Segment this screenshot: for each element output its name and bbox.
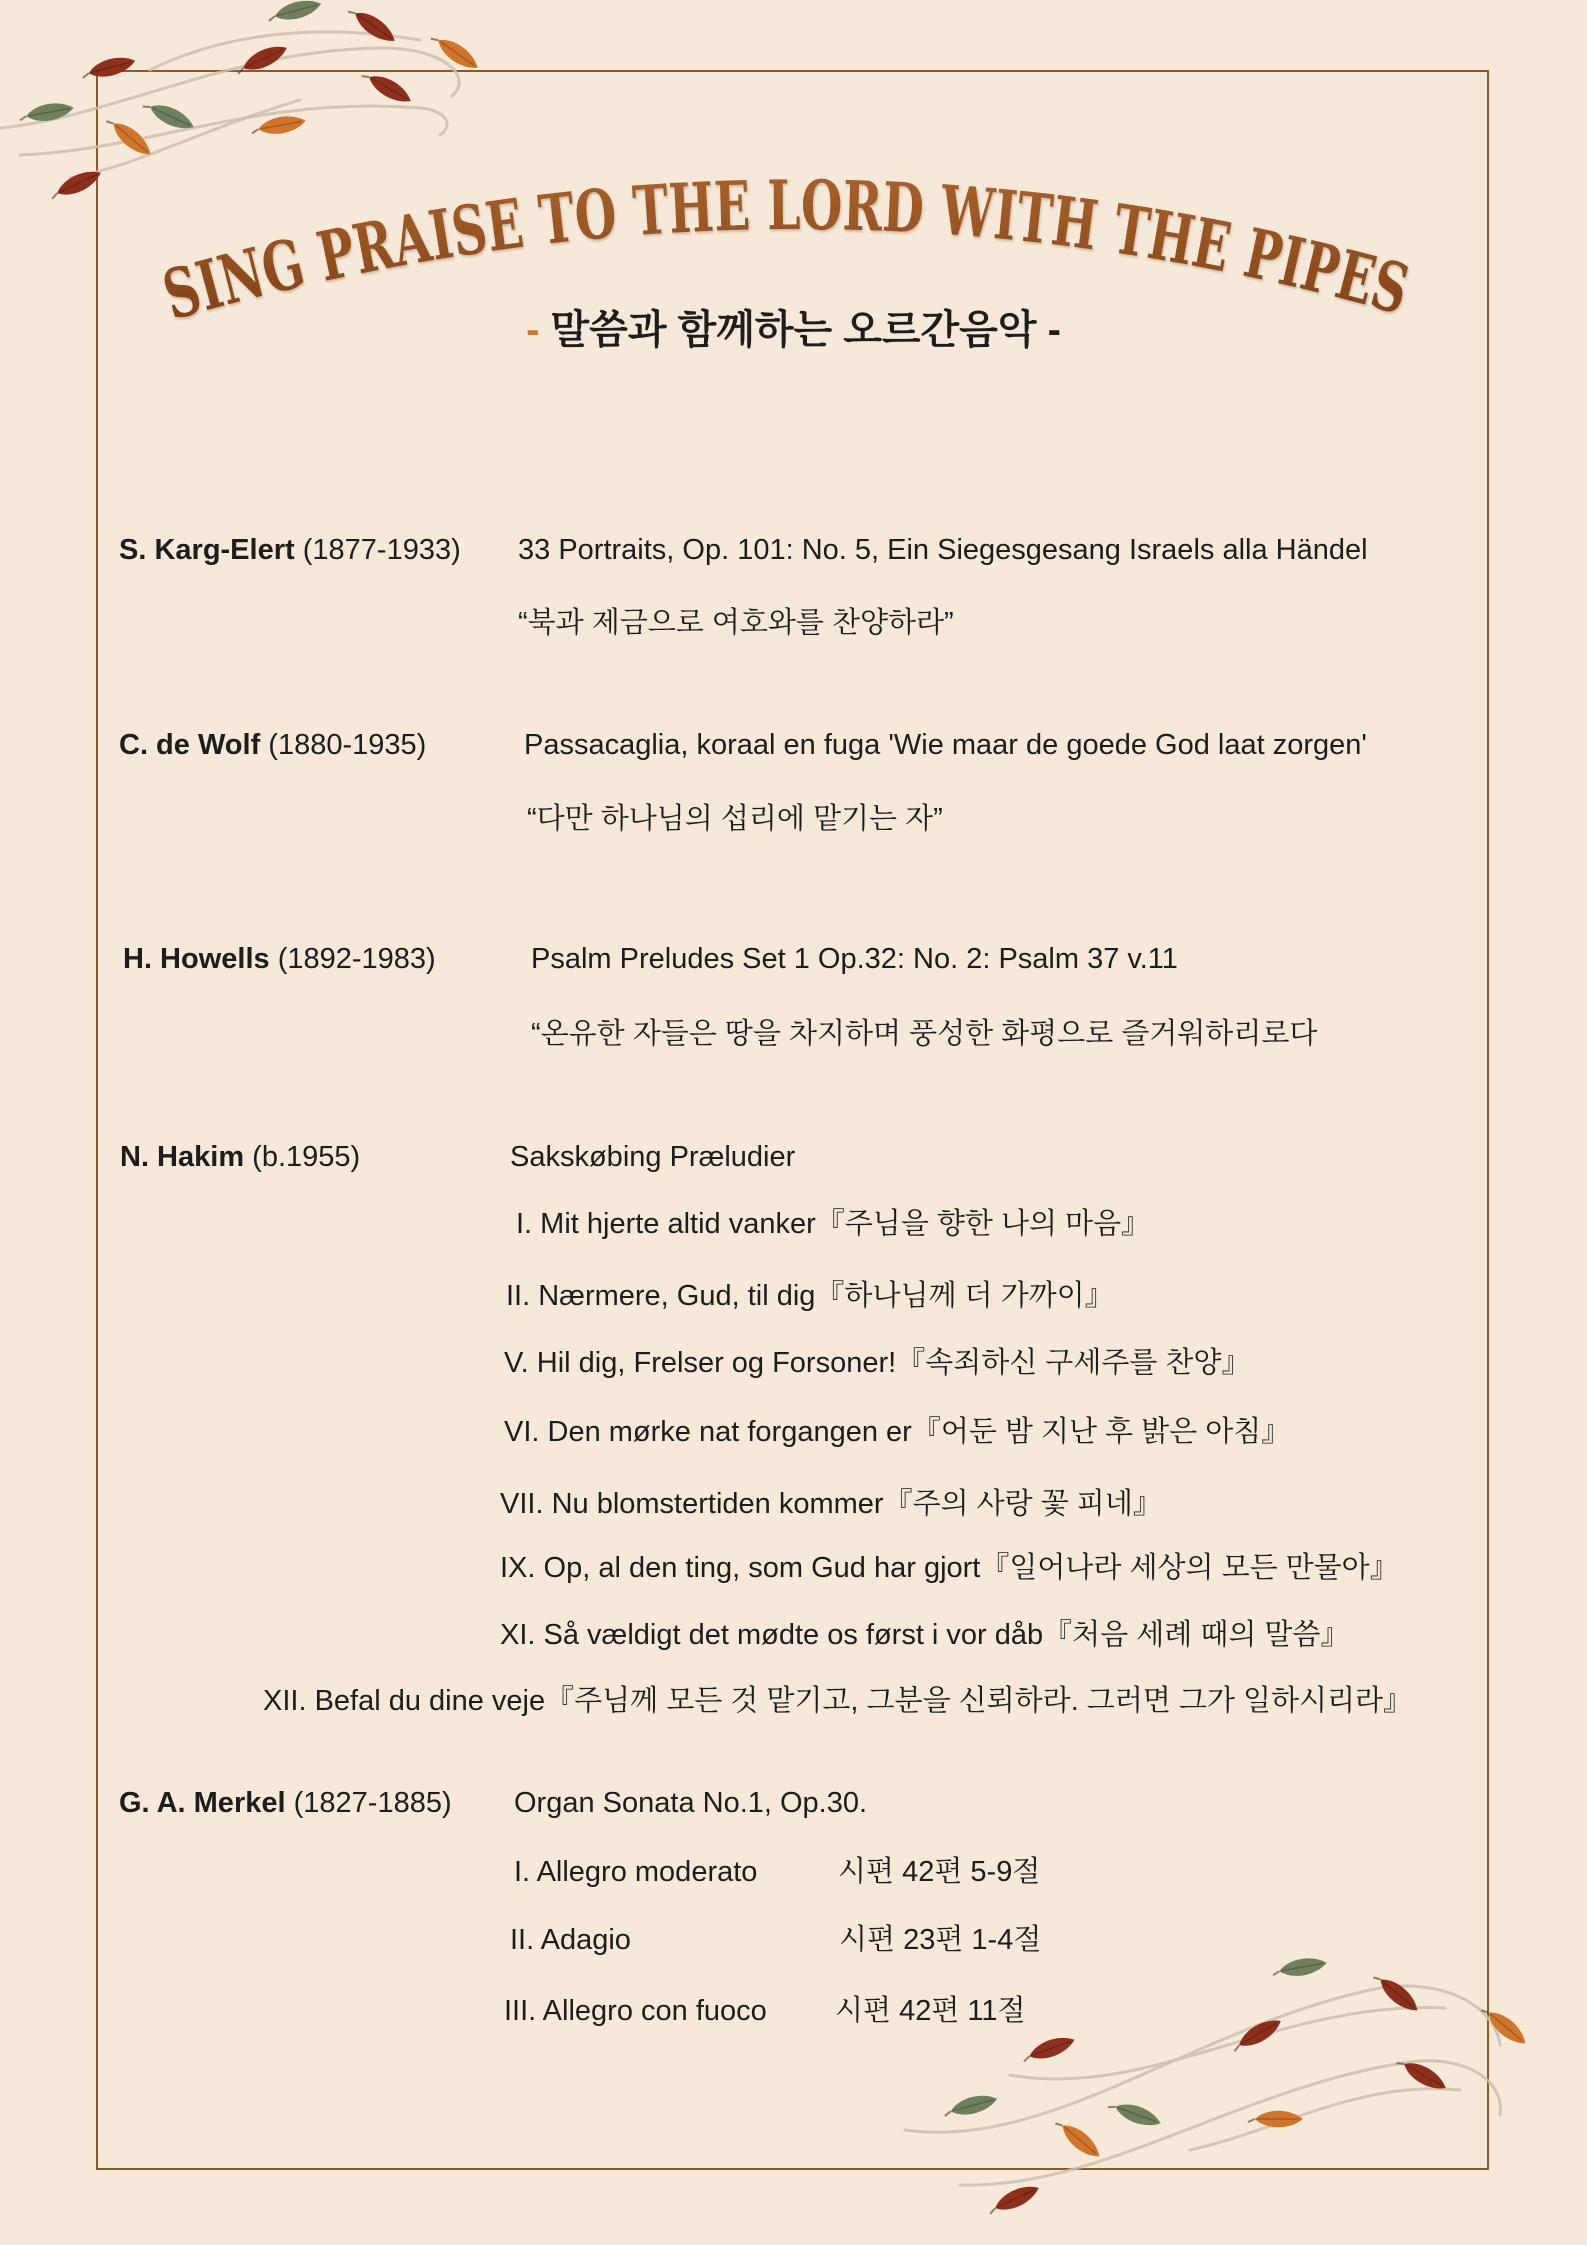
scripture-reference: 시편 23편 1-4절 [839, 1924, 1042, 1956]
subtitle-dash-left: - [526, 308, 540, 352]
subtitle-dash-right: - [1047, 308, 1061, 352]
subtitle-text: 말씀과 함께하는 오르간음악 [550, 308, 1037, 352]
page-subtitle [0, 305, 1587, 355]
composer-dates: (b.1955) [252, 1141, 361, 1173]
page-title: SING PRAISE TO THE LORD WITH THE PIPES [154, 165, 1432, 337]
composer-dates: (1892-1983) [277, 943, 436, 975]
composer-name: G. A. Merkel [119, 1787, 286, 1819]
work-title: Passacaglia, koraal en fuga 'Wie maar de goede God laat zorgen' [524, 729, 1367, 761]
scripture-reference: 시편 42편 11절 [835, 1995, 1026, 2027]
movement-title: III. Allegro con fuoco [504, 1995, 767, 2027]
leaf-icon [985, 2180, 1042, 2218]
movement-title: VII. Nu blomstertiden kommer『주의 사랑 꽃 피네』 [500, 1488, 1162, 1520]
movement-title: II. Nærmere, Gud, til dig『하나님께 더 가까이』 [506, 1280, 1114, 1312]
composer-dates: (1880-1935) [268, 729, 427, 761]
movement-title: I. Mit hjerte altid vanker『주님을 향한 나의 마음』 [516, 1208, 1151, 1240]
composer-name: S. Karg-Elert [119, 534, 295, 566]
movement-title: II. Adagio [510, 1924, 631, 1956]
movement-title: V. Hil dig, Frelser og Forsoner!『속죄하신 구세주를 찬양』 [504, 1347, 1251, 1379]
work-title: Psalm Preludes Set 1 Op.32: No. 2: Psalm 37 v.11 [531, 943, 1178, 975]
composer-dates: (1827-1885) [293, 1787, 452, 1819]
scripture-caption: “온유한 자들은 땅을 차지하며 풍성한 화평으로 즐거워하리로다 [531, 1018, 1318, 1050]
scripture-caption: “북과 제금으로 여호와를 찬양하라” [518, 607, 954, 639]
movement-title: IX. Op, al den ting, som Gud har gjort『일어나라 세상의 모든 만물아』 [500, 1552, 1399, 1584]
title-arc [0, 0, 1587, 420]
composer-name: H. Howells [123, 943, 270, 975]
work-title: 33 Portraits, Op. 101: No. 5, Ein Siegesgesang Israels alla Händel [518, 534, 1368, 566]
movement-title: VI. Den mørke nat forgangen er『어둔 밤 지난 후 밝은 아침』 [504, 1416, 1291, 1448]
scripture-caption: “다만 하나님의 섭리에 맡기는 자” [527, 803, 943, 835]
composer-line [119, 727, 426, 763]
composer-line [119, 1785, 452, 1821]
composer-line [120, 1139, 360, 1175]
work-title: Organ Sonata No.1, Op.30. [514, 1787, 868, 1819]
movement-title: I. Allegro moderato [514, 1856, 758, 1888]
movement-title: XII. Befal du dine veje『주님께 모든 것 맡기고, 그분을 신뢰하라. 그러면 그가 일하시리라』 [263, 1685, 1413, 1717]
composer-name: C. de Wolf [119, 729, 261, 761]
movement-title: XI. Så vældigt det mødte os først i vor dåb『처음 세례 때의 말씀』 [500, 1619, 1350, 1651]
scripture-reference: 시편 42편 5-9절 [838, 1856, 1041, 1888]
work-title: Sakskøbing Præludier [510, 1141, 796, 1173]
composer-name: N. Hakim [120, 1141, 245, 1173]
composer-line [123, 941, 436, 977]
composer-dates: (1877-1933) [302, 534, 461, 566]
composer-line [119, 532, 461, 568]
